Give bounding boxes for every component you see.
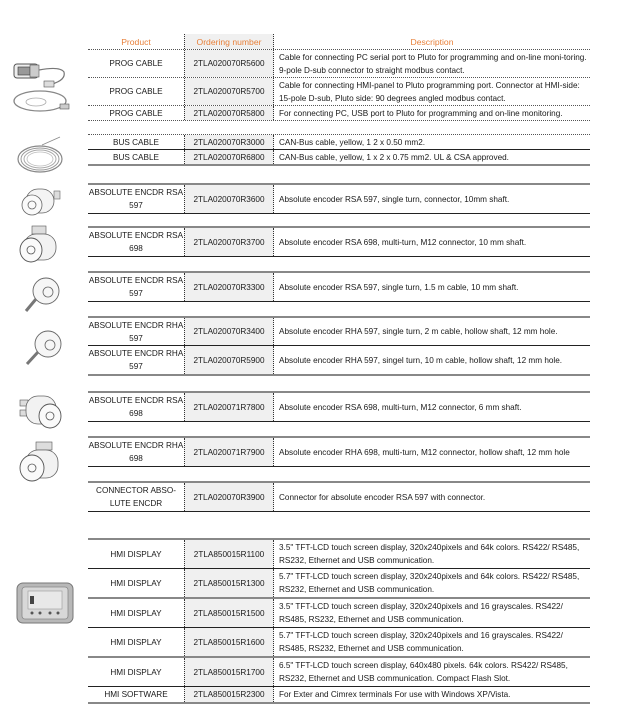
header-product: Product xyxy=(121,36,151,47)
table-row: ABSOLUTE ENCDR RSA 597 2TLA020070R3300 Absolute encoder RSA 597, single turn, 1.5 m cable, 10 mm shaft. xyxy=(88,271,590,302)
spacer xyxy=(88,257,590,271)
hmi-display-image xyxy=(16,582,74,624)
encoder-rha597-image xyxy=(22,328,64,370)
bus-cable-coil-image xyxy=(14,135,70,177)
spacer xyxy=(88,422,590,436)
table-row: BUS CABLE 2TLA020070R6800 CAN-Bus cable, yellow, 1 x 2 x 0.75 mm2. UL & CSA approved. xyxy=(88,150,590,166)
spacer xyxy=(88,376,590,391)
header-ordering-number: Ordering number xyxy=(184,34,274,49)
spacer xyxy=(88,121,590,134)
table-row: ABSOLUTE ENCDR RSA 698 2TLA020070R3700 Absolute encoder RSA 698, multi-turn, M12 connector, 10 mm shaft. xyxy=(88,226,590,257)
spacer xyxy=(88,467,590,481)
encoder-rsa597-image xyxy=(16,183,64,221)
table-row: BUS CABLE 2TLA020070R3000 CAN-Bus cable, yellow, 1 2 x 0.50 mm2. xyxy=(88,134,590,150)
table-row: ABSOLUTE ENCDR RHA 698 2TLA020071R7900 Absolute encoder RHA 698, multi-turn, M12 connector, hollow shaft, 12 mm hole xyxy=(88,436,590,467)
header-description: Description xyxy=(410,36,454,47)
encoder-rsa698-m12-image xyxy=(16,390,66,436)
table-row: HMI DISPLAY 2TLA850015R1600 5.7" TFT-LCD touch screen display, 320x240pixels and 16 grayscales. RS422/ RS485, RS232, Ethernet and USB communication. xyxy=(88,628,590,658)
table-row: PROG CABLE 2TLA020070R5600 Cable for connecting PC serial port to Pluto for programming and on-line moni-toring. 9-pole D-sub connector to straight modbus contact. xyxy=(88,50,590,78)
table-row: ABSOLUTE ENCDR RHA 597 2TLA020070R5900 Absolute encoder RHA 597, singel turn, 10 m cable, hollow shaft, 12 mm hole. xyxy=(88,346,590,376)
table-row: HMI DISPLAY 2TLA850015R1300 5.7" TFT-LCD touch screen display, 320x240pixels and 64k colors. RS422/ RS485, RS232, Ethernet and USB communication. xyxy=(88,569,590,599)
table-header xyxy=(88,34,590,50)
encoder-rsa597-cable-image xyxy=(22,275,62,315)
spacer xyxy=(88,512,590,538)
ordering-table xyxy=(88,34,590,704)
table-row: HMI DISPLAY 2TLA850015R1500 3.5" TFT-LCD touch screen display, 320x240pixels and 16 grayscales. RS422/ RS485, RS232, Ethernet and USB communication. xyxy=(88,599,590,628)
table-row: PROG CABLE 2TLA020070R5800 For connecting PC, USB port to Pluto for programming and on-line monitoring. xyxy=(88,106,590,121)
spacer xyxy=(88,166,590,183)
encoder-rsa698-image xyxy=(14,224,62,268)
spacer xyxy=(88,302,590,316)
table-row: HMI SOFTWARE 2TLA850015R2300 For Exter and Cimrex terminals For use with Windows XP/Vista. xyxy=(88,687,590,704)
table-row: HMI DISPLAY 2TLA850015R1100 3.5" TFT-LCD touch screen display, 320x240pixels and 64k colors. RS422/ RS485, RS232, Ethernet and USB communication. xyxy=(88,538,590,569)
table-row: HMI DISPLAY 2TLA850015R1700 6.5" TFT-LCD touch screen display, 640x480 pixels. 64k colors. RS422/ RS485, RS232, Ethernet and USB communication. Compact Flash Slot. xyxy=(88,658,590,687)
table-row: ABSOLUTE ENCDR RSA 597 2TLA020070R3600 Absolute encoder RSA 597, single turn, connector, 10mm shaft. xyxy=(88,183,590,214)
spacer xyxy=(88,214,590,226)
table-row: ABSOLUTE ENCDR RHA 597 2TLA020070R3400 Absolute encoder RHA 597, single turn, 2 m cable, hollow shaft, 12 mm hole. xyxy=(88,316,590,346)
table-row: ABSOLUTE ENCDR RSA 698 2TLA020071R7800 Absolute encoder RSA 698, multi-turn, M12 connector, 6 mm shaft. xyxy=(88,391,590,422)
usb-cable-image xyxy=(10,86,72,118)
encoder-rha698-image xyxy=(14,440,64,486)
table-row: CONNECTOR ABSO-LUTE ENCDR 2TLA020070R3900 Connector for absolute encoder RSA 597 with connector. xyxy=(88,481,590,512)
table-row: PROG CABLE 2TLA020070R5700 Cable for connecting HMI-panel to Pluto programming port. Connector at HMI-side: 15-pole D-sub, Pluto side: 90 degrees angled modbus contact. xyxy=(88,78,590,106)
